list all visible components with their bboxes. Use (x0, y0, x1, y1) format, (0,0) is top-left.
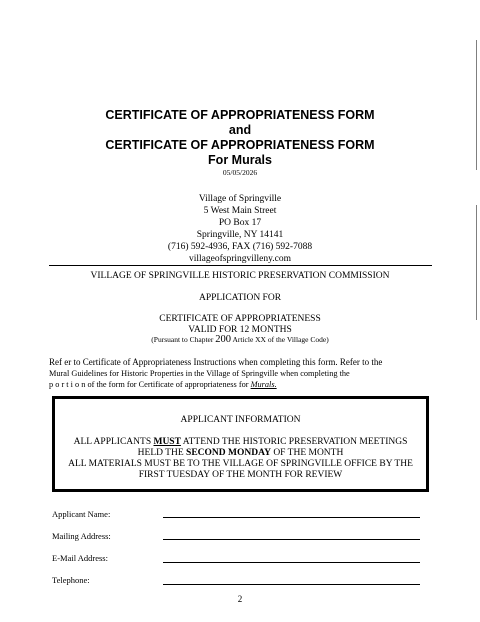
application-for: APPLICATION FOR (198, 293, 282, 303)
pursuant-prefix: (Pursuant to Chapter (151, 335, 216, 344)
website: villageofspringvilleny.com (188, 254, 291, 264)
email-address-label: E-Mail Address: (52, 553, 108, 563)
title-line-2: and (228, 123, 252, 137)
applicant-name-label: Applicant Name: (52, 509, 111, 519)
mailing-address-field[interactable] (163, 539, 420, 540)
applicant-info-heading: APPLICANT INFORMATION (180, 415, 301, 425)
title-line-1: CERTIFICATE OF APPROPRIATENESS FORM (105, 108, 375, 122)
applicant-name-field[interactable] (163, 517, 420, 518)
pursuant-note (0, 334, 480, 346)
telephone-label: Telephone: (52, 575, 90, 585)
murals-link-text: Murals. (250, 380, 277, 389)
mailing-address-label: Mailing Address: (52, 531, 111, 541)
schedule-prefix: HELD THE (137, 448, 187, 458)
schedule-suffix: OF THE MONTH (270, 448, 344, 458)
must-emphasis: MUST (153, 437, 181, 447)
pursuant-suffix: Article XX of the Village Code) (230, 335, 329, 344)
phone-fax: (716) 592-4936, FAX (716) 592-7088 (167, 242, 313, 252)
meeting-requirement-line (52, 437, 429, 449)
commission-name: VILLAGE OF SPRINGVILLE HISTORIC PRESERVATION COMMISSION (90, 271, 390, 281)
intro-line-3 (49, 379, 431, 391)
title-line-3: CERTIFICATE OF APPROPRIATENESS FORM (105, 138, 375, 152)
certificate-heading: CERTIFICATE OF APPROPRIATENESS (159, 314, 321, 324)
po-box: PO Box 17 (218, 218, 262, 228)
form-date: 05/05/2026 (222, 168, 258, 177)
email-address-field[interactable] (163, 562, 420, 563)
chapter-number: 200 (215, 334, 231, 345)
valid-period: VALID FOR 12 MONTHS (188, 325, 292, 335)
intro-line-2: Mural Guidelines for Historic Properties in the Village of Springville when completing the (49, 369, 350, 378)
materials-deadline-line: ALL MATERIALS MUST BE TO THE VILLAGE OF SPRINGVILLE OFFICE BY THE (68, 459, 413, 469)
city-state-zip: Springville, NY 14141 (196, 230, 284, 240)
header-divider (49, 265, 432, 266)
title-line-4: For Murals (208, 153, 272, 167)
page-number: 2 (237, 594, 243, 604)
meeting-line-suffix: ATTEND THE HISTORIC PRESERVATION MEETINGS (180, 437, 408, 447)
meeting-schedule-line (52, 448, 429, 460)
telephone-field[interactable] (163, 584, 420, 585)
street-address: 5 West Main Street (203, 206, 277, 216)
meeting-line-prefix: ALL APPLICANTS (73, 437, 154, 447)
village-name: Village of Springville (198, 194, 282, 204)
intro-line-3-text: p o r t i o n of the form for Certificate of appropriateness for (49, 380, 251, 389)
intro-line-1: Ref er to Certificate of Appropriateness Instructions when completing this form. Refer to the (49, 357, 383, 367)
second-monday-emphasis: SECOND MONDAY (186, 448, 271, 458)
review-deadline-line: FIRST TUESDAY OF THE MONTH FOR REVIEW (138, 470, 343, 480)
